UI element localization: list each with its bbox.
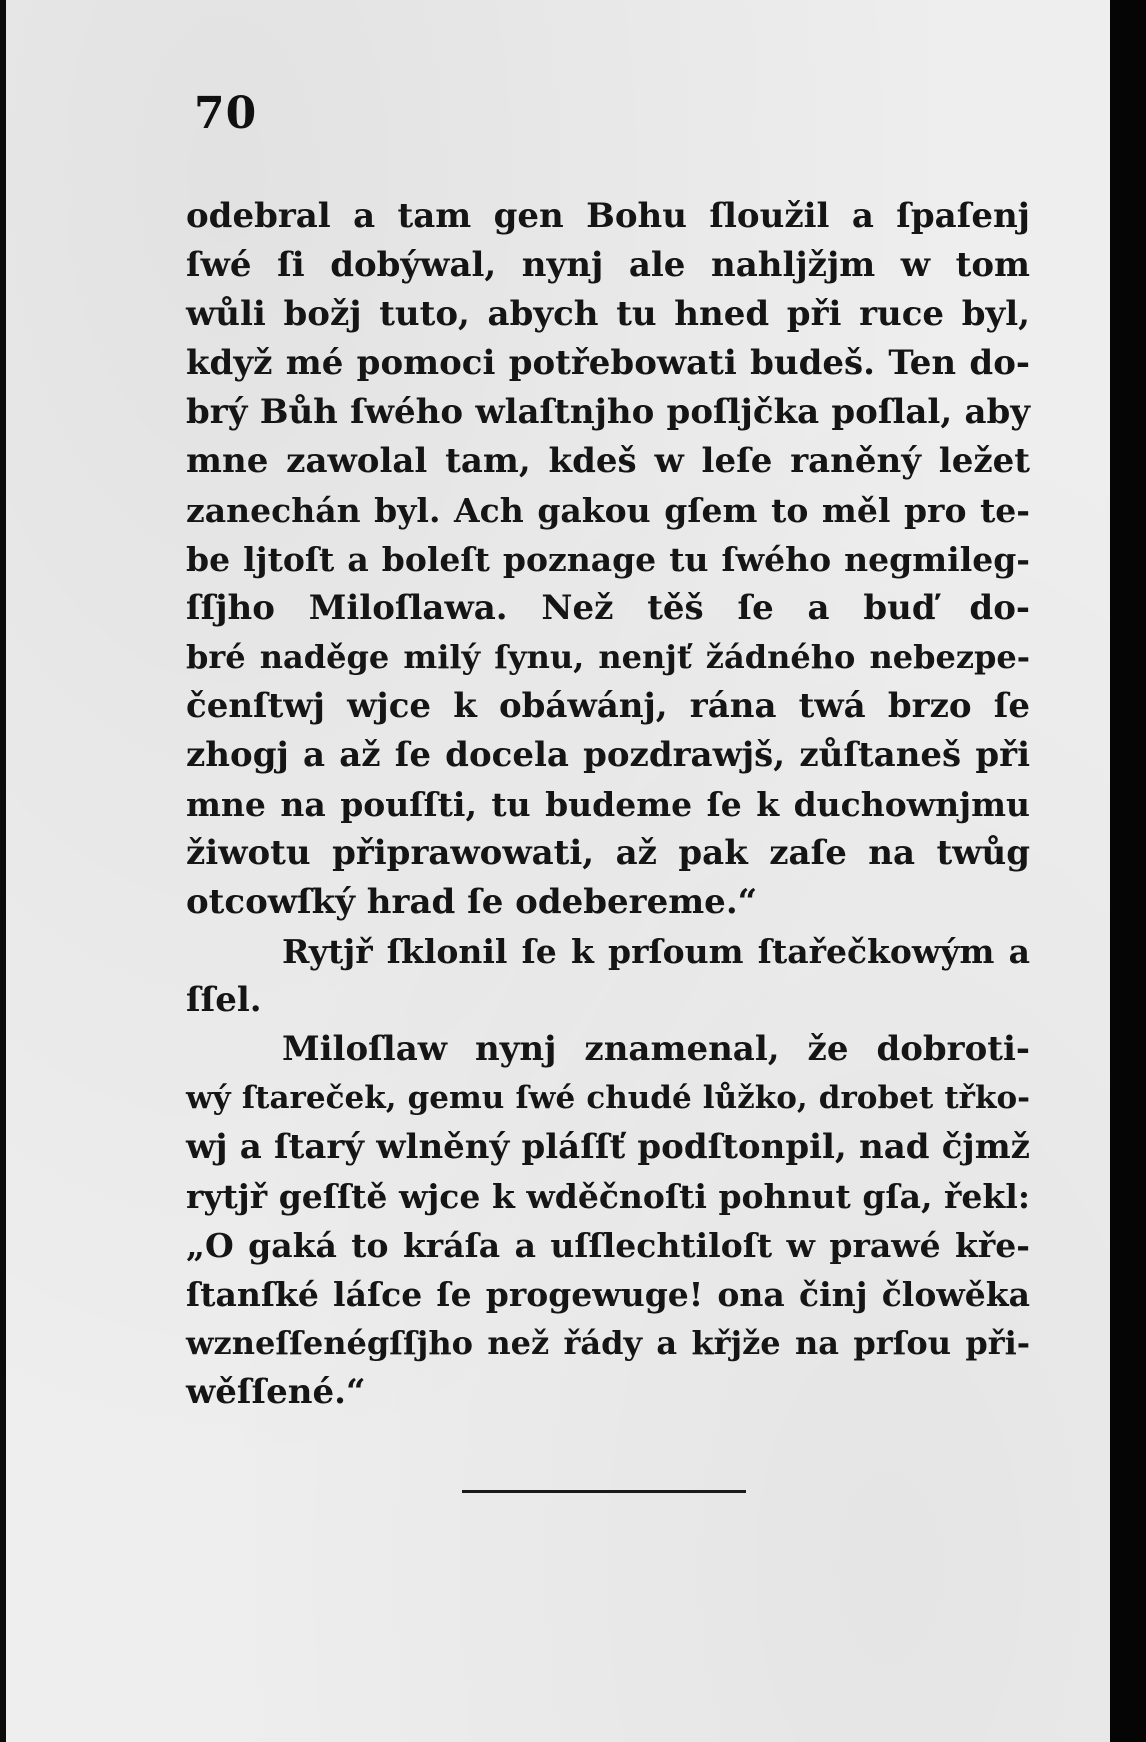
text-line: mne na pouſſti, tu budeme ſe k duchownjmu (186, 785, 1030, 824)
page-edge-shadow (1110, 0, 1146, 1742)
text-line: wj a ſtarý wlněný pláſſť podſtonpil, nad čjmž (186, 1127, 1030, 1167)
text-line: rytjř geſſtě wjce k wděčnoſti pohnut gſa, řekl: (186, 1177, 1030, 1216)
text-line: be ljtoſt a boleſt poznage tu ſwého negmileg- (186, 540, 1030, 579)
text-line: zhogj a až ſe docela pozdrawjš, zůſtaneš při (186, 735, 1030, 775)
text-line: wzneſſenégſſjho než řády a křjže na prſou při- (186, 1324, 1030, 1362)
text-line: bré naděge milý ſynu, nenjť žádného nebezpe- (186, 638, 1030, 676)
text-line: Rytjř ſklonil ſe k prſoum ſtařečkowým a (282, 932, 1030, 971)
text-line: brý Bůh ſwého wlaſtnjho poſljčka poſlal, aby (186, 392, 1030, 432)
text-line: ſſel. (186, 980, 262, 1020)
text-line: wůli božj tuto, abych tu hned při ruce byl, (186, 294, 1030, 334)
text-line: Miloſlaw nynj znamenal, že dobroti- (282, 1029, 1030, 1069)
text-line: když mé pomoci potřebowati budeš. Ten do- (186, 343, 1030, 383)
text-line: ſtanſké láſce ſe progewuge! ona činj člowěka (186, 1275, 1030, 1314)
text-line: mne zawolal tam, kdeš w leſe raněný ležet (186, 441, 1030, 481)
text-line: ſſjho Miloſlawa. Než těš ſe a buď do- (186, 588, 1030, 628)
text-line: čenſtwj wjce k obáwánj, rána twá brzo ſe (186, 686, 1030, 726)
text-line: „O gaká to kráſa a uſſlechtiloſt w prawé kře- (186, 1226, 1030, 1265)
text-line: wěſſené.“ (186, 1372, 366, 1412)
page-number: 70 (194, 88, 258, 139)
text-line: odebral a tam gen Bohu ſloužil a ſpaſenj (186, 196, 1030, 236)
text-line: zanechán byl. Ach gakou gſem to měl pro te- (186, 491, 1030, 530)
body-text (186, 192, 1030, 1417)
text-line: žiwotu připrawowati, až pak zaſe na twůg (186, 833, 1030, 873)
text-line: ſwé ſi dobýwal, nynj ale nahljžjm w tom (186, 245, 1030, 285)
text-line: wý ſtareček, gemu ſwé chudé lůžko, drobet třko- (186, 1080, 1030, 1116)
section-divider (462, 1490, 746, 1493)
text-line: otcowſký hrad ſe odebereme.“ (186, 882, 758, 922)
book-page (6, 0, 1110, 1742)
